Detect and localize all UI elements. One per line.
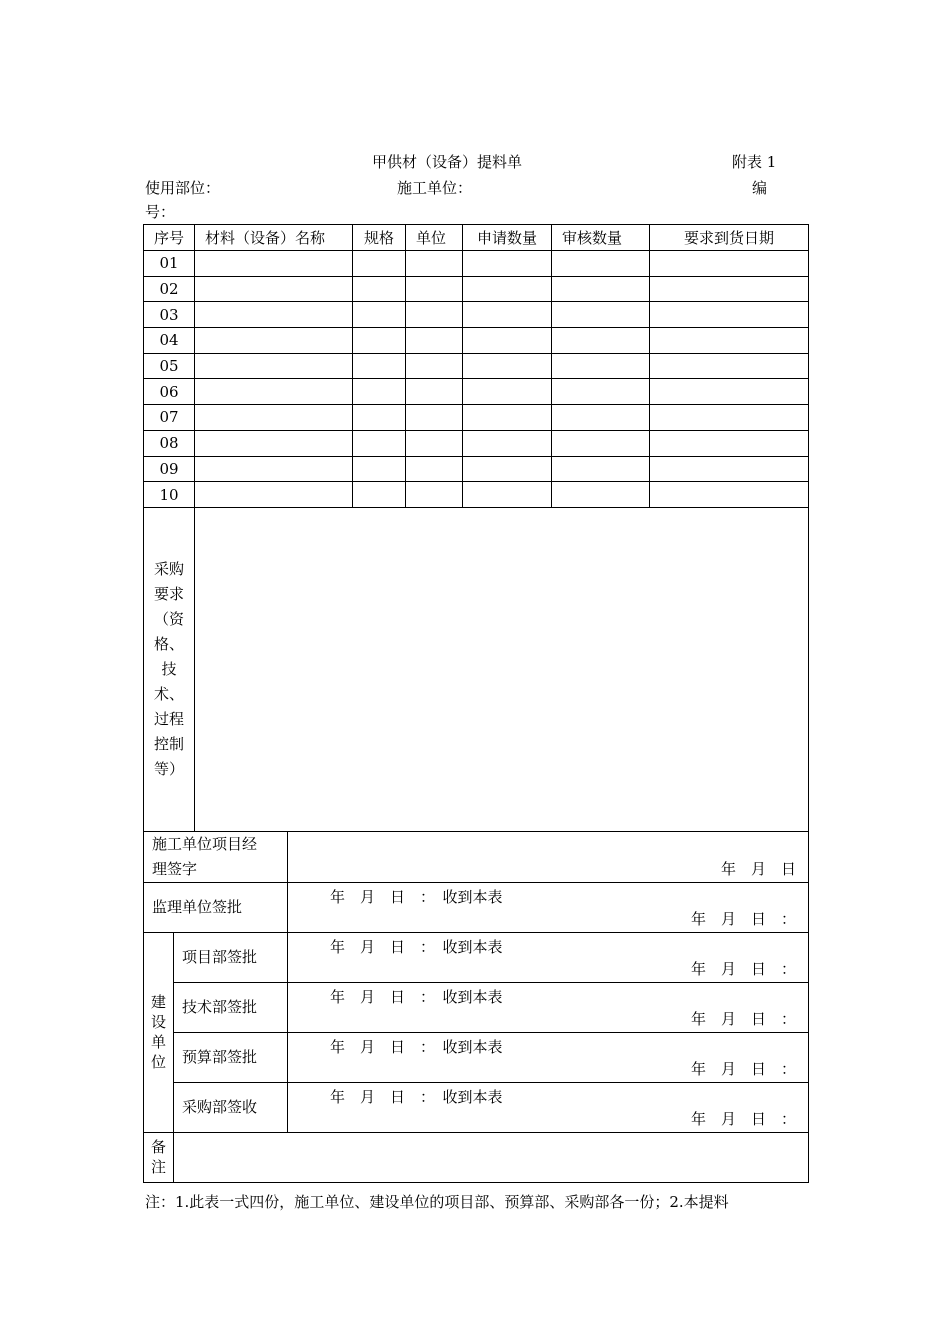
- spec-cell[interactable]: [353, 405, 406, 431]
- col-header-spec: 规格: [353, 225, 406, 251]
- spec-cell[interactable]: [353, 302, 406, 328]
- number-label-part1: 编: [752, 179, 768, 197]
- row-number: 04: [144, 328, 195, 354]
- spec-cell[interactable]: [353, 456, 406, 482]
- row-number: 09: [144, 456, 195, 482]
- col-header-seq: 序号: [144, 225, 195, 251]
- procurement-label-line: 术、: [154, 684, 185, 703]
- name-cell[interactable]: [195, 430, 353, 456]
- supervision-label: 监理单位签批: [144, 882, 288, 932]
- material-request-table: [143, 224, 809, 1183]
- approved-qty-cell[interactable]: [552, 328, 650, 354]
- received-date-line: 年 月 日 ： 收到本表: [330, 937, 503, 956]
- approved-qty-cell[interactable]: [552, 405, 650, 431]
- procurement-label-line: 采购: [154, 559, 185, 578]
- spec-cell[interactable]: [353, 276, 406, 302]
- name-cell[interactable]: [195, 456, 353, 482]
- col-header-unit: 单位: [406, 225, 463, 251]
- purchase-dept-signature-field[interactable]: [288, 1082, 809, 1132]
- spec-cell[interactable]: [353, 251, 406, 277]
- table-row: [144, 302, 809, 328]
- delivery-date-cell[interactable]: [650, 302, 809, 328]
- row-number: 07: [144, 405, 195, 431]
- remarks-label: [144, 1132, 174, 1182]
- unit-cell[interactable]: [406, 405, 463, 431]
- request-qty-cell[interactable]: [463, 276, 552, 302]
- table-row: [144, 353, 809, 379]
- delivery-date-cell[interactable]: [650, 379, 809, 405]
- pm-signature-label-line: 施工单位项目经: [152, 834, 258, 853]
- unit-cell[interactable]: [406, 430, 463, 456]
- spec-cell[interactable]: [353, 353, 406, 379]
- approved-qty-cell[interactable]: [552, 302, 650, 328]
- table-row: [144, 328, 809, 354]
- procurement-label-line: 要求: [154, 584, 185, 603]
- procurement-label-line: 控制: [154, 734, 185, 753]
- request-qty-cell[interactable]: [463, 353, 552, 379]
- owner-label-char: 建: [150, 993, 166, 1012]
- name-cell[interactable]: [195, 276, 353, 302]
- procurement-requirements-content[interactable]: [195, 507, 809, 831]
- unit-cell[interactable]: [406, 302, 463, 328]
- unit-cell[interactable]: [406, 482, 463, 508]
- row-number: 02: [144, 276, 195, 302]
- tech-dept-signature-field[interactable]: [288, 982, 809, 1032]
- request-qty-cell[interactable]: [463, 251, 552, 277]
- approved-qty-cell[interactable]: [552, 482, 650, 508]
- col-header-approved-qty: 审核数量: [552, 225, 650, 251]
- name-cell[interactable]: [195, 302, 353, 328]
- approved-qty-cell[interactable]: [552, 456, 650, 482]
- procurement-requirements-row: [144, 507, 809, 831]
- received-date-line: 年 月 日 ： 收到本表: [330, 1087, 503, 1106]
- approval-date-line: 年 月 日 ：: [691, 1109, 797, 1128]
- procurement-label-line: （资: [154, 609, 185, 628]
- purchase-dept-label: 采购部签收: [174, 1082, 288, 1132]
- col-header-name: 材料（设备）名称: [195, 225, 353, 251]
- pm-signature-field[interactable]: [288, 831, 809, 882]
- pm-signature-label: [144, 831, 288, 882]
- footer-note: 注：1.此表一式四份，施工单位、建设单位的项目部、预算部、采购部各一份；2.本提料: [145, 1193, 729, 1211]
- request-qty-cell[interactable]: [463, 456, 552, 482]
- col-header-request-qty: 申请数量: [463, 225, 552, 251]
- approved-qty-cell[interactable]: [552, 251, 650, 277]
- spec-cell[interactable]: [353, 379, 406, 405]
- owner-label-char: 单: [150, 1033, 166, 1052]
- owner-row: [144, 932, 809, 982]
- name-cell[interactable]: [195, 405, 353, 431]
- delivery-date-cell[interactable]: [650, 353, 809, 379]
- delivery-date-cell[interactable]: [650, 456, 809, 482]
- procurement-label-line: 技: [161, 659, 177, 678]
- row-number: 06: [144, 379, 195, 405]
- owner-row: [144, 1082, 809, 1132]
- row-number: 08: [144, 430, 195, 456]
- name-cell[interactable]: [195, 251, 353, 277]
- approval-date-line: 年 月 日 ：: [691, 959, 797, 978]
- column-header-row: [144, 225, 809, 251]
- unit-cell[interactable]: [406, 276, 463, 302]
- spec-cell[interactable]: [353, 430, 406, 456]
- table-row: [144, 405, 809, 431]
- appendix-label: 附表 1: [732, 153, 777, 171]
- spec-cell[interactable]: [353, 328, 406, 354]
- delivery-date-cell[interactable]: [650, 328, 809, 354]
- unit-cell[interactable]: [406, 456, 463, 482]
- approved-qty-cell[interactable]: [552, 379, 650, 405]
- approval-date-line: 年 月 日 ：: [691, 1009, 797, 1028]
- request-qty-cell[interactable]: [463, 328, 552, 354]
- budget-dept-signature-field[interactable]: [288, 1032, 809, 1082]
- unit-cell[interactable]: [406, 353, 463, 379]
- table-row: [144, 456, 809, 482]
- supervision-signature-field[interactable]: [288, 882, 809, 932]
- approved-qty-cell[interactable]: [552, 353, 650, 379]
- procurement-label-line: 等）: [154, 759, 185, 778]
- received-date-line: 年 月 日 ： 收到本表: [330, 987, 503, 1006]
- project-dept-label: 项目部签批: [174, 932, 288, 982]
- delivery-date-cell[interactable]: [650, 405, 809, 431]
- remarks-label-char: 备: [150, 1138, 166, 1157]
- approval-date-line: 年 月 日 ：: [691, 1059, 797, 1078]
- unit-cell[interactable]: [406, 251, 463, 277]
- row-number: 03: [144, 302, 195, 328]
- owner-row: [144, 1032, 809, 1082]
- pm-signature-row: [144, 831, 809, 882]
- owner-label-char: 位: [150, 1053, 166, 1072]
- remarks-field[interactable]: [174, 1132, 809, 1182]
- col-header-delivery-date: 要求到货日期: [650, 225, 809, 251]
- row-number: 01: [144, 251, 195, 277]
- table-row: [144, 276, 809, 302]
- use-location-label: 使用部位：: [145, 179, 221, 197]
- budget-dept-label: 预算部签批: [174, 1032, 288, 1082]
- spec-cell[interactable]: [353, 482, 406, 508]
- owner-unit-label: [144, 932, 174, 1132]
- row-number: 10: [144, 482, 195, 508]
- received-date-line: 年 月 日 ： 收到本表: [330, 887, 503, 906]
- delivery-date-cell[interactable]: [650, 430, 809, 456]
- owner-label-char: 设: [150, 1013, 166, 1032]
- remarks-row: [144, 1132, 809, 1182]
- procurement-requirements-label: [144, 507, 195, 831]
- table-row: [144, 379, 809, 405]
- procurement-label-line: 过程: [154, 709, 185, 728]
- unit-cell[interactable]: [406, 328, 463, 354]
- request-qty-cell[interactable]: [463, 405, 552, 431]
- name-cell[interactable]: [195, 379, 353, 405]
- request-qty-cell[interactable]: [463, 302, 552, 328]
- approved-qty-cell[interactable]: [552, 276, 650, 302]
- pm-signature-label-line: 理签字: [152, 859, 198, 878]
- approved-qty-cell[interactable]: [552, 430, 650, 456]
- request-qty-cell[interactable]: [463, 379, 552, 405]
- contractor-label: 施工单位：: [397, 179, 473, 197]
- remarks-label-char: 注: [150, 1158, 166, 1177]
- approval-date-line: 年 月 日 ：: [691, 909, 797, 928]
- name-cell[interactable]: [195, 482, 353, 508]
- received-date-line: 年 月 日 ： 收到本表: [330, 1037, 503, 1056]
- pm-signature-date: 年 月 日: [721, 859, 797, 878]
- delivery-date-cell[interactable]: [650, 251, 809, 277]
- request-qty-cell[interactable]: [463, 430, 552, 456]
- row-number: 05: [144, 353, 195, 379]
- procurement-label-line: 格、: [154, 634, 185, 653]
- delivery-date-cell[interactable]: [650, 482, 809, 508]
- table-row: [144, 430, 809, 456]
- table-row: [144, 482, 809, 508]
- tech-dept-label: 技术部签批: [174, 982, 288, 1032]
- table-row: [144, 251, 809, 277]
- unit-cell[interactable]: [406, 379, 463, 405]
- form-title: 甲供材（设备）提料单: [372, 153, 523, 171]
- name-cell[interactable]: [195, 353, 353, 379]
- request-qty-cell[interactable]: [463, 482, 552, 508]
- project-dept-signature-field[interactable]: [288, 932, 809, 982]
- number-label-part2: 号：: [145, 203, 176, 221]
- name-cell[interactable]: [195, 328, 353, 354]
- supervision-row: [144, 882, 809, 932]
- owner-row: [144, 982, 809, 1032]
- delivery-date-cell[interactable]: [650, 276, 809, 302]
